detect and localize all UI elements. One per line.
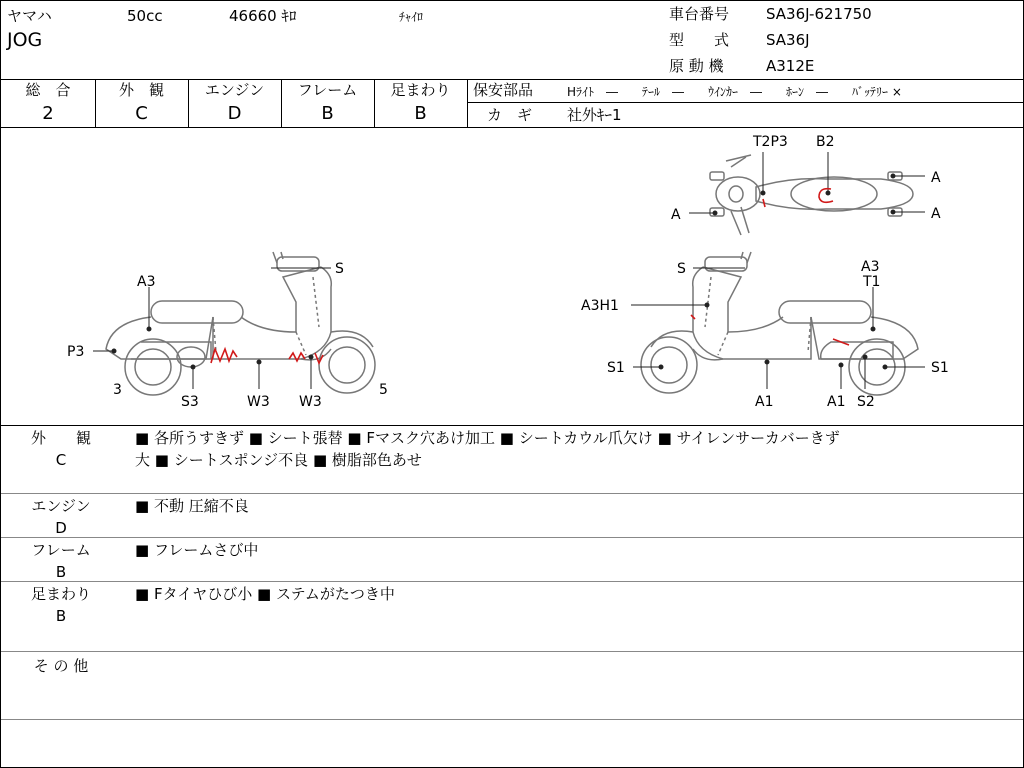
- label-right-t1: T1: [863, 274, 881, 290]
- grade-exterior-label: 外 観: [118, 81, 164, 99]
- grade-overall: [1, 79, 96, 127]
- type-value: SA36J: [766, 31, 810, 49]
- section-suspension-notes: ■ Fタイヤひび小 ■ ステムがたつき中: [135, 585, 395, 603]
- mileage: 46660 ｷﾛ: [229, 7, 297, 25]
- engine-model-value: A312E: [766, 57, 815, 75]
- grade-frame-label: フレーム: [297, 81, 358, 99]
- label-left-p3: P3: [67, 344, 85, 360]
- label-left-a3: A3: [137, 274, 156, 290]
- safety-items: Hﾗｲﾄ ― ﾃｰﾙ ― ｳｲﾝｶｰ ― ﾎｰﾝ ― ﾊﾞｯﾃﾘｰ ×: [567, 85, 902, 99]
- grade-frame: [281, 79, 375, 127]
- grade-overall-value: 2: [42, 103, 54, 124]
- section-frame-label: フレーム B: [21, 539, 101, 583]
- grades-row: [1, 79, 1023, 128]
- section-engine: [1, 493, 1023, 538]
- section-other-label: そ の 他: [33, 657, 89, 675]
- color: ﾁｬｲﾛ: [399, 10, 424, 24]
- right-side-labels: [581, 259, 949, 410]
- label-left-s3: S3: [181, 394, 199, 410]
- damage-diagram: [1, 127, 1023, 426]
- safety-label: 保安部品: [473, 81, 534, 99]
- section-exterior-grade: C: [55, 451, 67, 469]
- top-view-scooter: [710, 155, 913, 235]
- grade-suspension-value: B: [414, 103, 427, 124]
- label-left-3: 3: [113, 382, 122, 398]
- grade-suspension-label: 足まわり: [390, 81, 451, 99]
- label-right-s1-front: S1: [607, 360, 625, 376]
- section-frame-notes: ■ フレームさび中: [135, 541, 259, 559]
- label-left-5: 5: [379, 382, 388, 398]
- type-label: 型 式: [669, 31, 730, 49]
- grade-engine-value: D: [227, 103, 242, 124]
- key-label: カ ギ: [487, 106, 533, 124]
- section-exterior-label: 外 観 C: [21, 427, 101, 471]
- section-engine-notes: ■ 不動 圧縮不良: [135, 497, 249, 515]
- key-value: 社外ｷｰ1: [567, 106, 622, 124]
- grade-engine: [188, 79, 282, 127]
- label-a-rear-upper: A: [931, 170, 941, 186]
- label-right-a1-rear: A1: [827, 394, 846, 410]
- grade-exterior-value: C: [135, 103, 148, 124]
- section-frame: [1, 537, 1023, 582]
- label-t2p3: T2P3: [753, 134, 788, 150]
- scooter-diagrams: [1, 127, 1023, 425]
- chassis-number: SA36J-621750: [766, 5, 872, 23]
- label-b2: B2: [816, 134, 835, 150]
- left-side-damage-marks: [211, 349, 323, 363]
- safety-divider: [467, 102, 1023, 103]
- right-side-callouts: [631, 268, 925, 389]
- label-right-a3h1: A3H1: [581, 298, 619, 314]
- header: [1, 1, 1023, 80]
- section-exterior-notes: ■ 各所うすきず ■ シート張替 ■ Fマスク穴あけ加工 ■ シートカウル爪欠け ■ サイレンサーカバーきず 大 ■ シートスポンジ不良 ■ 樹脂部色あせ: [135, 429, 840, 469]
- label-right-a1-center: A1: [755, 394, 774, 410]
- grade-suspension: [374, 79, 468, 127]
- chassis-label: 車台番号: [669, 5, 730, 23]
- label-left-w3a: W3: [247, 394, 270, 410]
- label-right-s1-rear: S1: [931, 360, 949, 376]
- section-exterior: [1, 425, 1023, 494]
- section-frame-grade: B: [55, 563, 67, 581]
- engine-model-label: 原 動 機: [669, 57, 724, 75]
- label-right-s: S: [677, 261, 686, 277]
- section-suspension-grade: B: [55, 607, 67, 625]
- grade-overall-label: 総 合: [25, 81, 71, 99]
- grade-frame-value: B: [321, 103, 334, 124]
- label-a-rear-lower: A: [931, 206, 941, 222]
- right-side-damage-marks: [691, 315, 849, 345]
- grade-engine-label: エンジン: [204, 81, 265, 99]
- section-other: [1, 651, 1023, 720]
- section-engine-grade: D: [55, 519, 67, 537]
- section-engine-label: エンジン D: [21, 495, 101, 539]
- model-name: JOG: [7, 29, 43, 51]
- section-suspension-label: 足まわり B: [21, 583, 101, 627]
- engine-cc: 50cc: [127, 7, 163, 25]
- top-view-callouts: [689, 152, 925, 215]
- label-left-w3b: W3: [299, 394, 322, 410]
- top-view-damage-marks: [763, 189, 833, 207]
- label-a-front: A: [671, 207, 681, 223]
- left-side-labels: [67, 261, 388, 410]
- label-right-s2: S2: [857, 394, 875, 410]
- label-right-a3: A3: [861, 259, 880, 275]
- section-suspension: [1, 581, 1023, 652]
- grade-exterior: [95, 79, 189, 127]
- label-left-s: S: [335, 261, 344, 277]
- maker: ヤマハ: [7, 7, 52, 25]
